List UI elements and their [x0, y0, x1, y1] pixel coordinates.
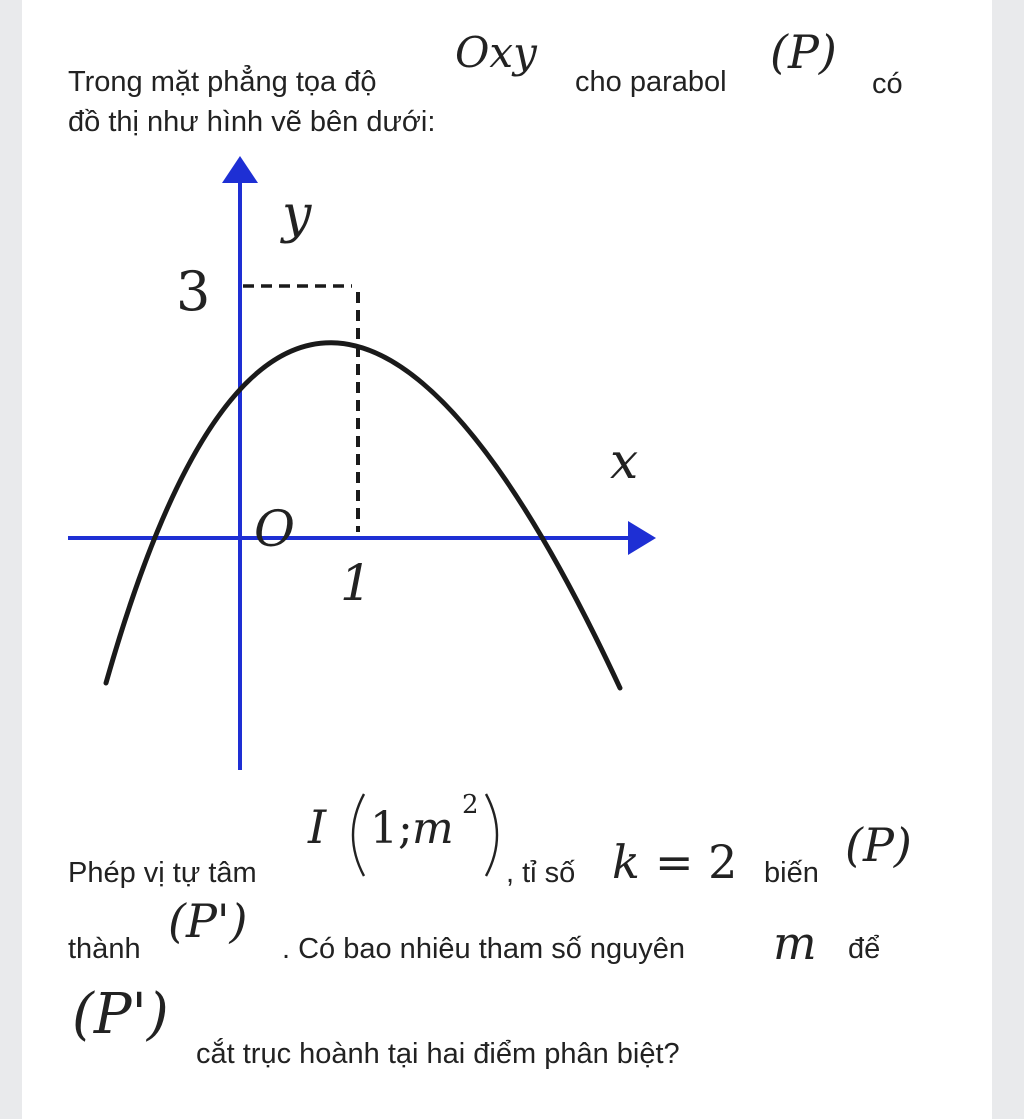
intro-text-2: cho parabol [575, 66, 727, 98]
intro-line-2: đồ thị như hình vẽ bên dưới: [68, 106, 436, 138]
center-exponent: 2 [462, 790, 479, 820]
y-axis-arrow-icon [222, 156, 258, 183]
statement-text-1: Phép vị tự tâm [68, 857, 257, 889]
statement-text-7: cắt trục hoành tại hai điểm phân biệt? [196, 1038, 680, 1070]
x-axis-label: x [610, 432, 639, 490]
intro-text-3: có [872, 68, 903, 100]
y-axis-label: y [282, 185, 312, 245]
center-x-coord: 1; [370, 803, 413, 854]
statement-text-2: , tỉ số [506, 857, 576, 889]
parabola-label-2: (P) [845, 818, 912, 872]
origin-label: O [254, 500, 295, 558]
center-label: I [308, 800, 327, 854]
image-parabola-label-2: (P') [72, 982, 169, 1047]
ratio-variable: k [612, 835, 640, 889]
parabola-label: (P) [770, 25, 837, 79]
statement-text-4: thành [68, 933, 141, 965]
ratio-value: = 2 [655, 835, 738, 889]
parabola-curve [106, 343, 620, 688]
statement-text-5: . Có bao nhiêu tham số nguyên [282, 933, 686, 965]
intro-text-1: Trong mặt phẳng tọa độ [68, 66, 377, 98]
statement-text-6: để [848, 933, 881, 965]
image-parabola-label: (P') [168, 894, 248, 948]
left-paren-icon [340, 790, 370, 880]
center-m-variable: m [412, 803, 454, 854]
param-variable: m [773, 916, 817, 970]
statement-text-3: biến [764, 857, 819, 889]
coord-system-label: Oxy [455, 28, 537, 77]
vertex-x-label: 1 [340, 554, 372, 612]
x-axis-arrow-icon [628, 521, 656, 555]
vertex-y-label: 3 [176, 260, 211, 323]
